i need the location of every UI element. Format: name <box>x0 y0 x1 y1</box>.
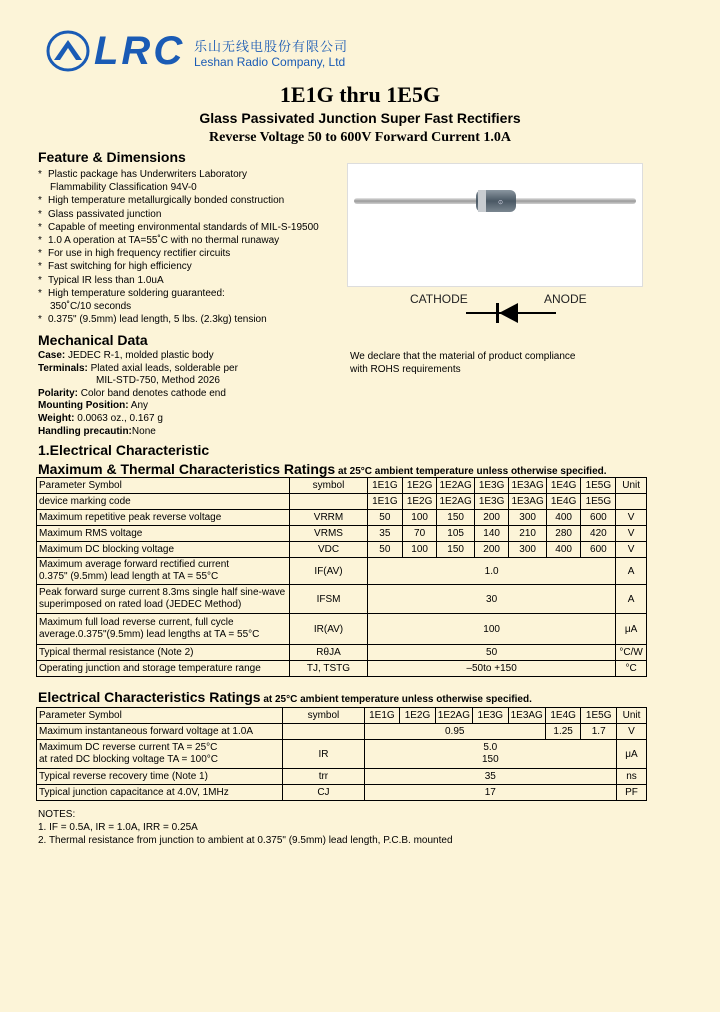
table-cell: °C <box>616 661 647 677</box>
table-cell: 300 <box>509 510 546 526</box>
table-row <box>37 645 647 661</box>
diode-symbol-icon <box>466 298 556 328</box>
rohs-declaration <box>350 350 576 376</box>
table-cell: 1E5G <box>581 494 616 510</box>
table-cell: RθJA <box>290 645 368 661</box>
feature-text: 350˚C/10 seconds <box>50 301 132 313</box>
mechanical-line <box>38 426 238 439</box>
table-cell: 400 <box>546 510 581 526</box>
feature-item <box>38 168 338 181</box>
notes-heading: NOTES: <box>38 809 76 820</box>
feature-text: Typical IR less than 1.0uA <box>48 274 164 286</box>
table-cell: 100 <box>367 614 615 645</box>
table-cell: μA <box>617 740 647 769</box>
table-cell: Maximum instantaneous forward voltage at 1.0A <box>37 724 283 740</box>
electrical-heading: 1.Electrical Characteristic <box>38 442 210 458</box>
table-cell: 105 <box>437 526 474 542</box>
table-row <box>37 740 647 769</box>
table-cell: trr <box>283 769 364 785</box>
table-cell: 50 <box>367 510 402 526</box>
table-cell: 1E3G <box>474 494 509 510</box>
mechanical-value: Color band denotes cathode end <box>78 387 226 399</box>
table-cell: 150 <box>437 542 474 558</box>
table-cell: 1.7 <box>581 724 617 740</box>
bullet-star: * <box>38 221 42 233</box>
feature-item <box>38 300 338 313</box>
table-cell: Peak forward surge current 8.3ms single half sine-wave superimposed on rated load (JEDEC Method) <box>37 585 290 614</box>
feature-text: Glass passivated junction <box>48 208 162 220</box>
table-cell: Typical reverse recovery time (Note 1) <box>37 769 283 785</box>
table-cell: V <box>617 724 647 740</box>
max-ratings-note: at 25°C ambient temperature unless otherwise specified. <box>335 466 607 477</box>
mechanical-label: Polarity: <box>38 387 79 399</box>
electrical-ratings-note: at 25°C ambient temperature unless otherwise specified. <box>260 694 532 705</box>
table-row <box>37 510 647 526</box>
table-cell: Maximum repetitive peak reverse voltage <box>37 510 290 526</box>
mechanical-line <box>38 350 238 363</box>
feature-text: Flammability Classification 94V-0 <box>50 182 197 194</box>
table-cell: 1E2AG <box>435 708 472 724</box>
table-cell: Maximum DC blocking voltage <box>37 542 290 558</box>
table-cell: V <box>616 542 647 558</box>
table-row <box>37 585 647 614</box>
table-cell: 30 <box>367 585 615 614</box>
mechanical-heading: Mechanical Data <box>38 332 148 348</box>
mechanical-label: Weight: <box>38 412 75 424</box>
table-cell: Unit <box>617 708 647 724</box>
table-cell: V <box>616 510 647 526</box>
bullet-star: * <box>38 169 42 180</box>
table-cell: 1E3G <box>473 708 509 724</box>
svg-text:⊙: ⊙ <box>498 200 504 206</box>
table-cell <box>290 494 368 510</box>
feature-text: For use in high frequency rectifier circuits <box>48 248 231 260</box>
table-cell: Maximum full load reverse current, full cycle average.0.375"(9.5mm) lead lengths at TA = 55°C <box>37 614 290 645</box>
table-row <box>37 661 647 677</box>
table-cell: IFSM <box>290 585 368 614</box>
feature-item <box>38 247 338 260</box>
table-cell: 210 <box>509 526 546 542</box>
table-cell: A <box>616 585 647 614</box>
table-cell: 100 <box>402 510 437 526</box>
diode-photo-image <box>348 164 642 286</box>
feature-item <box>38 194 338 207</box>
electrical-ratings-title: Electrical Characteristics Ratings <box>38 689 261 705</box>
table-cell: 100 <box>402 542 437 558</box>
page-subtitle: Glass Passivated Junction Super Fast Rectifiers <box>199 110 521 126</box>
table-row <box>37 785 647 801</box>
table-header-row <box>37 708 647 724</box>
mechanical-label: Terminals: <box>38 362 88 374</box>
table-cell: 50 <box>367 645 615 661</box>
mechanical-value: Plated axial leads, solderable per <box>87 362 238 374</box>
table-cell: 1E4G <box>546 478 581 494</box>
bullet-star: * <box>38 248 42 260</box>
max-ratings-title: Maximum & Thermal Characteristics Ratings <box>38 461 336 477</box>
feature-item <box>38 274 338 287</box>
lrc-emblem-icon <box>46 30 90 72</box>
mechanical-line <box>38 388 238 401</box>
feature-text: Fast switching for high efficiency <box>48 261 192 273</box>
product-photo <box>347 163 643 287</box>
max-ratings-table <box>36 477 647 677</box>
bullet-star: * <box>38 195 42 207</box>
table-cell: symbol <box>290 478 368 494</box>
table-row <box>37 494 647 510</box>
company-logo <box>46 28 356 74</box>
feature-item <box>38 208 338 221</box>
table-cell: Operating junction and storage temperature range <box>37 661 290 677</box>
table-cell: VDC <box>290 542 368 558</box>
bullet-star: * <box>38 261 42 273</box>
note-2: 2. Thermal resistance from junction to ambient at 0.375" (9.5mm) lead length, P.C.B. mounted <box>38 835 453 846</box>
table-cell: PF <box>617 785 647 801</box>
table-header-row <box>37 478 647 494</box>
table-cell: 1E3AG <box>508 708 545 724</box>
mechanical-value: MIL-STD-750, Method 2026 <box>96 375 220 387</box>
mechanical-line <box>38 375 238 388</box>
table-cell: 1E4G <box>546 494 581 510</box>
table-cell: 1E5G <box>581 478 616 494</box>
mechanical-line <box>38 413 238 426</box>
mechanical-value: 0.0063 oz., 0.167 g <box>74 412 163 424</box>
mechanical-label: Mounting Position: <box>38 400 129 412</box>
table-cell: °C/W <box>616 645 647 661</box>
table-cell: IR <box>283 740 364 769</box>
electrical-ratings-table <box>36 707 647 801</box>
table-cell: Typical thermal resistance (Note 2) <box>37 645 290 661</box>
table-cell: 1E1G <box>364 708 400 724</box>
declaration-line: with ROHS requirements <box>350 364 461 375</box>
features-list <box>38 168 338 326</box>
table-cell: V <box>616 526 647 542</box>
table-cell: ns <box>617 769 647 785</box>
feature-item <box>38 260 338 273</box>
table-cell: 300 <box>509 542 546 558</box>
mechanical-label: Case: <box>38 350 66 361</box>
table-cell: Typical junction capacitance at 4.0V, 1MHz <box>37 785 283 801</box>
table-cell: 140 <box>474 526 509 542</box>
table-cell: Maximum RMS voltage <box>37 526 290 542</box>
table-cell: IF(AV) <box>290 558 368 585</box>
table-row <box>37 724 647 740</box>
bullet-star: * <box>38 287 42 299</box>
mechanical-value: None <box>131 425 156 437</box>
table-cell: 1E1G <box>367 478 402 494</box>
feature-text: High temperature metallurgically bonded construction <box>48 195 285 207</box>
table-cell: –50to +150 <box>367 661 615 677</box>
table-cell: 1E1G <box>367 494 402 510</box>
table-cell: 1E2G <box>400 708 436 724</box>
table-cell: CJ <box>283 785 364 801</box>
note-1: 1. IF = 0.5A, IR = 1.0A, IRR = 0.25A <box>38 822 198 833</box>
table-cell: 1E3G <box>474 478 509 494</box>
table-cell: Maximum average forward rectified current 0.375" (9.5mm) lead length at TA = 55°C <box>37 558 290 585</box>
declaration-line: We declare that the material of product compliance <box>350 351 576 362</box>
table-cell: 1E4G <box>545 708 581 724</box>
table-cell: 280 <box>546 526 581 542</box>
table-cell: 1E3AG <box>509 494 546 510</box>
table-cell: 600 <box>581 510 616 526</box>
page-title: 1E1G thru 1E5G <box>279 82 441 107</box>
electrical-ratings-heading <box>38 689 532 707</box>
anode-label: ANODE <box>544 292 587 306</box>
table-row <box>37 614 647 645</box>
mechanical-line <box>38 363 238 376</box>
table-cell: 1E2G <box>402 478 437 494</box>
table-cell: 600 <box>581 542 616 558</box>
mechanical-label: Handling precautin: <box>38 425 132 437</box>
mechanical-value: Any <box>128 400 149 412</box>
table-cell: 1E2G <box>402 494 437 510</box>
table-cell: symbol <box>283 708 364 724</box>
table-cell: Parameter Symbol <box>37 478 290 494</box>
mechanical-line <box>38 400 238 413</box>
bullet-star: * <box>38 235 42 247</box>
table-cell: TJ, TSTG <box>290 661 368 677</box>
table-cell: μA <box>616 614 647 645</box>
feature-text: Capable of meeting environmental standards of MIL-S-19500 <box>48 221 319 233</box>
table-cell: 1.0 <box>367 558 615 585</box>
table-cell: 1E3AG <box>509 478 546 494</box>
cathode-label: CATHODE <box>410 292 468 306</box>
table-cell <box>283 724 364 740</box>
table-cell <box>616 494 647 510</box>
table-cell: 200 <box>474 542 509 558</box>
feature-text: 1.0 A operation at TA=55˚C with no thermal runaway <box>48 235 280 247</box>
table-cell: 70 <box>402 526 437 542</box>
table-row <box>37 558 647 585</box>
table-cell: VRMS <box>290 526 368 542</box>
table-row <box>37 769 647 785</box>
company-name-cn: 乐山无线电股份有限公司 <box>194 40 349 55</box>
table-cell: 150 <box>437 510 474 526</box>
table-cell: IR(AV) <box>290 614 368 645</box>
table-row <box>37 526 647 542</box>
table-cell: 1E5G <box>581 708 617 724</box>
table-cell: VRRM <box>290 510 368 526</box>
company-name-en: Leshan Radio Company, Ltd <box>194 55 346 69</box>
feature-item <box>38 313 338 326</box>
table-cell: Unit <box>616 478 647 494</box>
table-cell: 35 <box>367 526 402 542</box>
table-cell: A <box>616 558 647 585</box>
mechanical-value: JEDEC R-1, molded plastic body <box>65 350 214 361</box>
table-cell: Parameter Symbol <box>37 708 283 724</box>
table-cell: 420 <box>581 526 616 542</box>
bullet-star: * <box>38 208 42 220</box>
table-cell: 1E2AG <box>437 478 474 494</box>
table-cell: 50 <box>367 542 402 558</box>
table-cell: 1.25 <box>545 724 581 740</box>
bullet-star: * <box>38 274 42 286</box>
table-cell: Maximum DC reverse current TA = 25°C at rated DC blocking voltage TA = 100°C <box>37 740 283 769</box>
table-cell: 17 <box>364 785 616 801</box>
mechanical-list <box>38 350 238 438</box>
bullet-star: * <box>38 314 42 326</box>
page-subtitle-ratings: Reverse Voltage 50 to 600V Forward Current 1.0A <box>209 130 511 145</box>
feature-text: Plastic package has Underwriters Laboratory <box>48 169 247 180</box>
table-cell: 400 <box>546 542 581 558</box>
feature-text: 0.375" (9.5mm) lead length, 5 lbs. (2.3kg) tension <box>48 314 267 326</box>
table-row <box>37 542 647 558</box>
feature-item <box>38 234 338 247</box>
logo-text: LRC <box>94 29 186 73</box>
table-cell: 200 <box>474 510 509 526</box>
feature-item <box>38 181 338 194</box>
table-cell: device marking code <box>37 494 290 510</box>
feature-item <box>38 221 338 234</box>
notes <box>38 808 453 847</box>
feature-text: High temperature soldering guaranteed: <box>48 287 225 299</box>
feature-item <box>38 287 338 300</box>
features-heading: Feature & Dimensions <box>38 149 186 165</box>
table-cell: 35 <box>364 769 616 785</box>
table-cell: 5.0 150 <box>364 740 616 769</box>
table-cell: 0.95 <box>364 724 545 740</box>
table-cell: 1E2AG <box>437 494 474 510</box>
